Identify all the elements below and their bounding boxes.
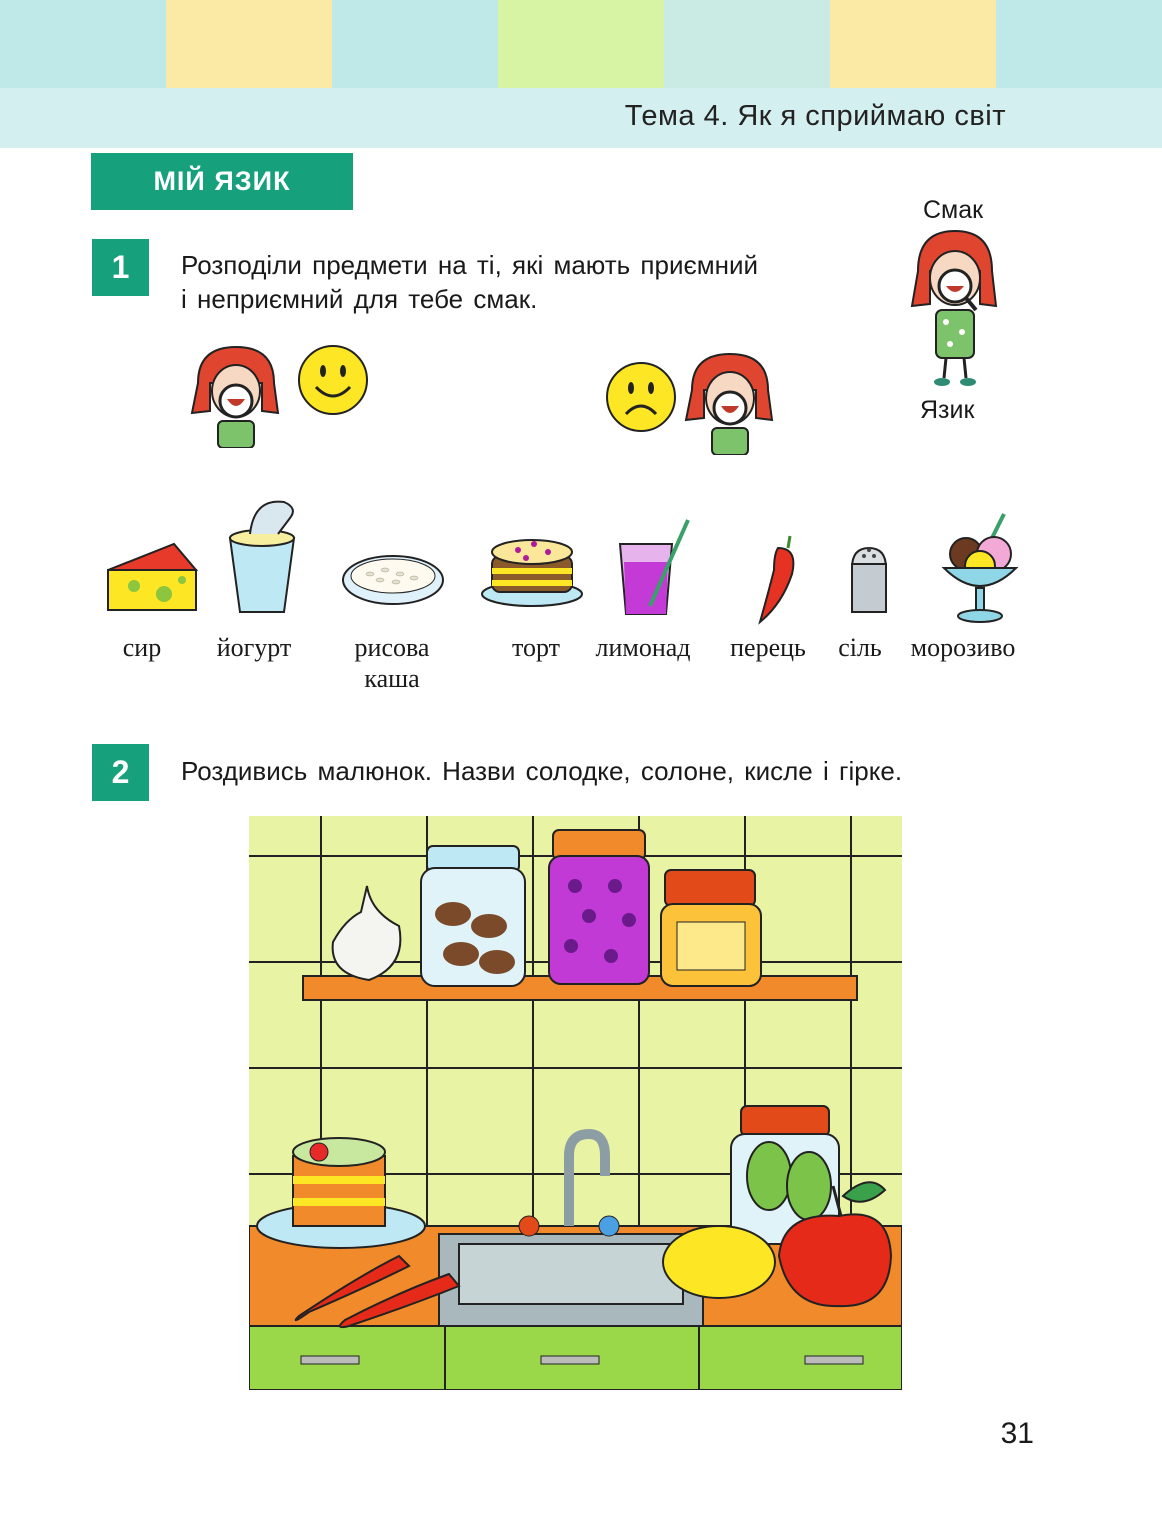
tongue-label: Язик [920, 396, 975, 424]
task-1-line-1: Розподіли предмети на ті, які мають приємний [181, 250, 759, 280]
kitchen-scene-illustration [249, 816, 902, 1390]
sad-face-icon [604, 360, 678, 434]
food-label-cake: торт [511, 633, 561, 662]
girl-tasting-icon [900, 226, 1010, 391]
food-label-cheese: сир [122, 633, 162, 662]
cheese-icon [104, 540, 200, 614]
jam-jar [549, 830, 649, 984]
food-label-lemonade: лимонад [595, 633, 691, 662]
yogurt-icon [224, 494, 308, 618]
salt-shaker-icon [846, 544, 892, 618]
honey-jar [661, 870, 761, 986]
topic-title: Тема 4. Як я сприймаю світ [624, 100, 1006, 132]
chili-pepper-icon [752, 534, 802, 626]
header-color-stripes [0, 0, 1162, 88]
taste-label: Смак [923, 196, 984, 224]
task-2-instruction: Роздивись малюнок. Назви солодке, солоне, кисле і гірке. [181, 756, 903, 786]
happy-face-icon [296, 343, 370, 417]
lemon [663, 1226, 775, 1298]
task-1-number: 1 [92, 239, 149, 296]
task-1-instruction [181, 248, 758, 316]
rice-bowl-icon [340, 550, 446, 610]
food-label-pepper: перець [730, 633, 806, 662]
cake-icon [478, 530, 586, 610]
ice-cream-icon [940, 508, 1020, 626]
stripe [830, 0, 996, 88]
page-number: 31 [1000, 1417, 1034, 1450]
stripe [332, 0, 498, 88]
task-1-line-2: і неприємний для тебе смак. [181, 284, 538, 314]
mushroom-jar [421, 846, 525, 986]
food-label-yogurt: йогурт [216, 633, 292, 662]
food-label-rice-porridge: рисова каша [354, 633, 430, 693]
girl-happy-icon [186, 343, 286, 448]
food-label-salt: сіль [838, 633, 882, 662]
stripe [996, 0, 1162, 88]
food-label-ice-cream: морозиво [910, 633, 1016, 662]
stripe [166, 0, 332, 88]
stripe [498, 0, 664, 88]
lemonade-icon [614, 514, 694, 618]
lesson-title: МІЙ ЯЗИК [91, 153, 353, 210]
stripe [664, 0, 830, 88]
girl-unhappy-icon [680, 350, 780, 455]
stripe [0, 0, 166, 88]
task-2-number: 2 [92, 744, 149, 801]
